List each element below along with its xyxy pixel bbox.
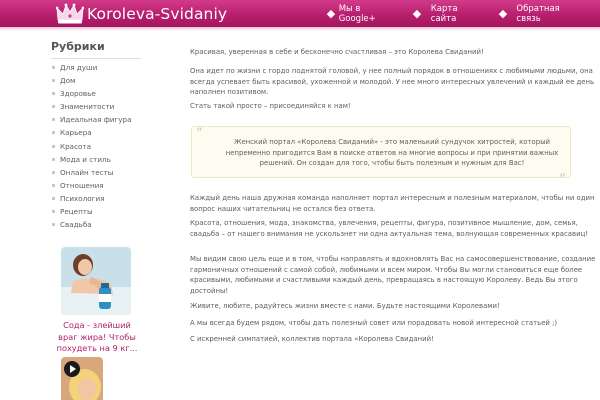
quote-text: Женский портал «Королева Свиданий» - это маленький сундучок хитростей, который непременно пригодится Вам в поиске ответов на многие вопросы и при принятии важных решений. Он создан для того, чтобы быть полезным и нужным для Вас!: [225, 138, 559, 168]
category-link[interactable]: Здоровье: [51, 87, 141, 100]
header-shadow: [0, 27, 600, 31]
sidebar: [51, 40, 141, 231]
diamond-bullet-icon: [327, 9, 335, 17]
nav-google-plus[interactable]: [328, 4, 397, 24]
promo-link[interactable]: Сода - злейший враг жира! Чтобы похудеть на 9 кг...: [56, 320, 138, 353]
category-link[interactable]: Отношения: [51, 179, 141, 192]
site-logo[interactable]: [56, 2, 227, 26]
category-link[interactable]: Дом: [51, 74, 141, 87]
nav-sitemap[interactable]: [414, 4, 483, 24]
promo-photo-icon: [61, 247, 131, 315]
category-link[interactable]: Для души: [51, 61, 141, 74]
video-thumb-icon: [61, 357, 103, 400]
category-link[interactable]: Рецепты: [51, 205, 141, 218]
diamond-bullet-icon: [413, 9, 421, 17]
nav-feedback[interactable]: [500, 4, 583, 24]
quote-box: [191, 126, 571, 178]
intro-paragraph: Она идет по жизни с гордо поднятой головой, у нее полный порядок в отношениях с любимыми людьми, она всегда успевает быть красивой, ухоженной и молодой. У нее много интересных увлечений и каждый ее день наполнен позитивом.: [190, 67, 595, 97]
top-nav: [328, 0, 600, 27]
open-quote-icon: “: [196, 126, 203, 141]
body-paragraph: Мы видим свою цель еще и в том, чтобы направлять и вдохновлять Вас на самосовершенствование, создание гармоничных отношений с самой собой, любимыми и всем миром. Чтобы Вы могли становиться еще более красивыми, любимыми и счастливыми каждый день, превращаясь в настоящую Королеву. Ведь Вы этого достойны!: [190, 255, 596, 295]
sidebar-title: Рубрики: [51, 40, 141, 59]
intro-paragraph: Стать такой просто – присоединяйся к нам!: [190, 102, 351, 110]
category-link[interactable]: Карьера: [51, 126, 141, 139]
nav-google-plus-label: Мы в Google+: [338, 3, 376, 24]
category-link[interactable]: Мода и стиль: [51, 153, 141, 166]
nav-feedback-label: Обратная связь: [516, 3, 560, 24]
body-paragraph: А мы всегда будем рядом, чтобы дать полезный совет или порадовать новой интересной статьей ;): [190, 319, 558, 327]
body-paragraph: Каждый день наша дружная команда наполняет портал интересным и полезным материалом, чтобы ни один вопрос наших читательниц не остался без ответа.: [190, 194, 595, 213]
crown-icon: [56, 3, 84, 25]
category-link[interactable]: Идеальная фигура: [51, 113, 141, 126]
site-header: [0, 0, 600, 27]
close-quote-icon: „: [559, 164, 566, 179]
body-paragraph: С искренней симпатией, коллектив портала «Королева Свиданий!: [190, 335, 434, 343]
category-link[interactable]: Знаменитости: [51, 100, 141, 113]
promo-image[interactable]: [61, 247, 131, 315]
logo-text: Koroleva-Svidaniy: [87, 5, 228, 23]
category-link[interactable]: Свадьба: [51, 218, 141, 231]
intro-paragraph: Красивая, уверенная в себе и бесконечно счастливая – это Королева Свиданий!: [190, 48, 484, 56]
nav-sitemap-label: Карта сайта: [430, 3, 458, 24]
diamond-bullet-icon: [498, 9, 506, 17]
category-link[interactable]: Психология: [51, 192, 141, 205]
category-link[interactable]: Красота: [51, 140, 141, 153]
promo-video-thumbnail[interactable]: [61, 357, 103, 400]
category-link[interactable]: Онлайн тесты: [51, 166, 141, 179]
body-paragraph: Красота, отношения, мода, знакомства, увлечения, рецепты, фигура, позитивное мышление, дом, семья, свадьба – от нашего внимания не ускользнет ни одна актуальная тема, волнующая современных красавиц!: [190, 219, 589, 238]
body-paragraph: Живите, любите, радуйтесь жизни вместе с нами. Будьте настоящими Королевами!: [190, 302, 500, 310]
